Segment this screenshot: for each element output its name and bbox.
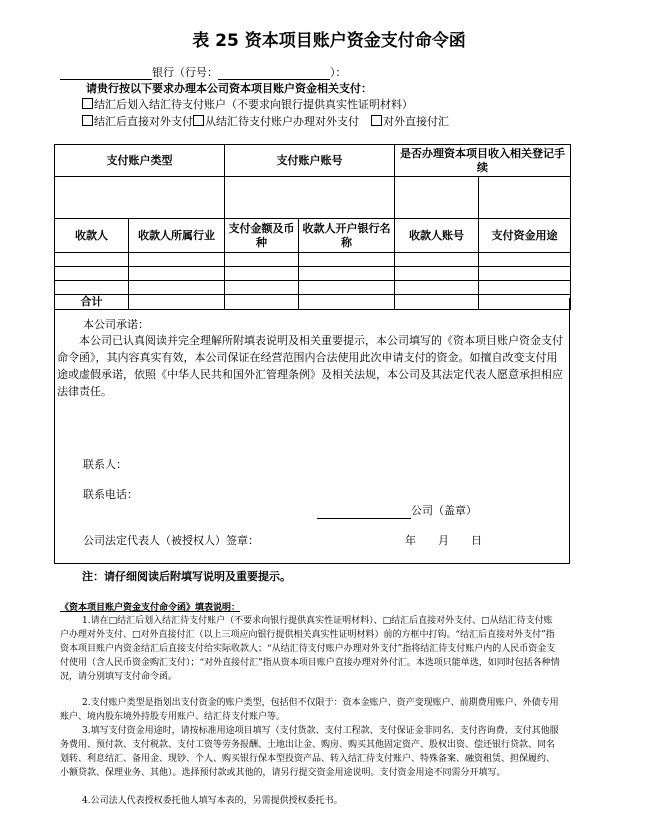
promise-heading: 本公司承诺： xyxy=(83,318,149,331)
cell[interactable] xyxy=(225,253,299,267)
header-payee-bank: 收款人开户银行名称 xyxy=(299,219,395,253)
instruction-item: 1.请在□结汇后划入结汇待支付账户（不要求向银行提供真实性证明材料）、□结汇后直接对外支付、□从结汇待支付账户办理对外支付、□对外直接付汇（以上三项应向银行提供相关真实性证明材料）前的方框中打钩。“结汇后直接对外支付”指资本项目账户内资金结汇后直接支付给实际收款人；“从结汇待支付账户办理对外支付”指将结汇待支付账户内的人民币资金支付使用（含人民币资金购汇支付）；“对外直接付汇”指从资本项目账户直接办理对外付汇。本选项只能单选，如同时包括各种情况，请分别填写支付命令函。 xyxy=(60,616,560,682)
option3-label: 从结汇待支付账户办理对外支付 xyxy=(205,115,359,128)
seal-line xyxy=(317,502,477,519)
header-payee: 收款人 xyxy=(55,219,129,253)
option1-label: 结汇后划入结汇待支付账户（不要求向银行提供真实性证明材料） xyxy=(94,98,413,111)
cell[interactable] xyxy=(55,267,129,281)
date-label: 年 月 日 xyxy=(405,534,482,547)
promise-box xyxy=(54,298,570,564)
account-type-cell[interactable] xyxy=(55,177,225,219)
instruction-item: 2.支付账户类型是指划出支付资金的账户类型，包括但不仅限于：资本金账户、资产变现账户、前期费用账户、外债专用账户、境内股东境外持股专用账户、结汇待支付账户等。 xyxy=(60,698,559,722)
table-row xyxy=(55,281,571,295)
instruction-item: 3.填写支付资金用途时，请按标准用途项目填写（支付货款、支付工程款、支付保证金非同名、支付咨询费、支付其他服务费用、预付款、支付税款、支付工资等劳务报酬、土地出让金、购房、购买其他固定资产、股权出资、偿还银行贷款、同名划转、利息结汇、备用金、现钞、个人、购买银行保本型投资产品、转入结汇待支付账户、特殊备案、融资租赁、担保履约、小额贷款、保理业务、其他）。选择预付款或其他的，请另行提交资金用途说明。支付资金用途不同需分开填写。 xyxy=(60,726,559,778)
bank-name-field[interactable] xyxy=(60,67,152,80)
header-payee-account: 收款人账号 xyxy=(395,219,479,253)
option3-checkbox[interactable] xyxy=(193,115,204,126)
header-purpose: 支付资金用途 xyxy=(479,219,571,253)
option-row-1 xyxy=(82,96,413,112)
header-account-type: 支付账户类型 xyxy=(55,145,225,177)
cell[interactable] xyxy=(395,267,479,281)
option4-label: 对外直接付汇 xyxy=(383,115,449,128)
cell[interactable] xyxy=(395,281,479,295)
phone-label: 联系电话： xyxy=(83,488,138,501)
bank-code-field[interactable] xyxy=(218,67,330,80)
instruction-item: 4.公司法人代表授权委托他人填写本表的，另需提供授权委托书。 xyxy=(82,796,343,806)
promise-body: 本公司已认真阅读并完全理解所附填表说明及相关重要提示，本公司填写的《资本项目账户资金支付命令函》，其内容真实有效，本公司保证在经营范围内合法使用此次申请支付的资金。如擅自改变支付用途或虚假承诺，依照《中华人民共和国外汇管理条例》及相关法规，本公司及其法定代表人愿意承担相应法律责任。 xyxy=(57,334,563,398)
registration-cell-2[interactable] xyxy=(479,177,571,219)
bank-line xyxy=(60,64,347,80)
bank-label: 银行（行号： xyxy=(152,66,218,79)
cell[interactable] xyxy=(129,281,225,295)
cell[interactable] xyxy=(299,267,395,281)
instructions-title: 《资本项目账户资金支付命令函》填表说明： xyxy=(60,603,241,613)
note-text: 注：请仔细阅读后附填写说明及重要提示。 xyxy=(82,570,291,583)
table-row xyxy=(55,253,571,267)
header-account-no: 支付账户账号 xyxy=(225,145,395,177)
bank-close: ）： xyxy=(330,66,347,79)
table-row xyxy=(55,267,571,281)
cell[interactable] xyxy=(479,267,571,281)
form-title: 表 25 资本项目账户资金支付命令函 xyxy=(192,31,466,51)
cell[interactable] xyxy=(299,253,395,267)
cell[interactable] xyxy=(479,281,571,295)
total-label: 合计 xyxy=(55,295,129,310)
option-row-2 xyxy=(82,113,449,129)
company-name-field[interactable] xyxy=(317,506,411,519)
option2-label: 结汇后直接对外支付 xyxy=(94,115,193,128)
contact-label: 联系人： xyxy=(83,458,127,471)
option4-checkbox[interactable] xyxy=(371,115,382,126)
registration-cell-1[interactable] xyxy=(395,177,479,219)
cell[interactable] xyxy=(225,281,299,295)
cell[interactable] xyxy=(55,253,129,267)
signature-label: 公司法定代表人（被授权人）签章： xyxy=(83,534,259,547)
header-registration: 是否办理资本项目收入相关登记手续 xyxy=(395,145,571,177)
payment-table xyxy=(54,144,571,310)
cell[interactable] xyxy=(55,281,129,295)
header-industry: 收款人所属行业 xyxy=(129,219,225,253)
company-seal-label: 公司（盖章） xyxy=(411,504,477,517)
cell[interactable] xyxy=(299,281,395,295)
option2-checkbox[interactable] xyxy=(82,115,93,126)
cell[interactable] xyxy=(479,253,571,267)
cell[interactable] xyxy=(395,253,479,267)
option1-checkbox[interactable] xyxy=(82,98,93,109)
header-amount: 支付金额及币种 xyxy=(225,219,299,253)
cell[interactable] xyxy=(129,267,225,281)
cell[interactable] xyxy=(225,267,299,281)
request-line: 请贵行按以下要求办理本公司资本项目账户资金相关支付： xyxy=(86,82,372,95)
cell[interactable] xyxy=(129,253,225,267)
account-no-cell[interactable] xyxy=(225,177,395,219)
